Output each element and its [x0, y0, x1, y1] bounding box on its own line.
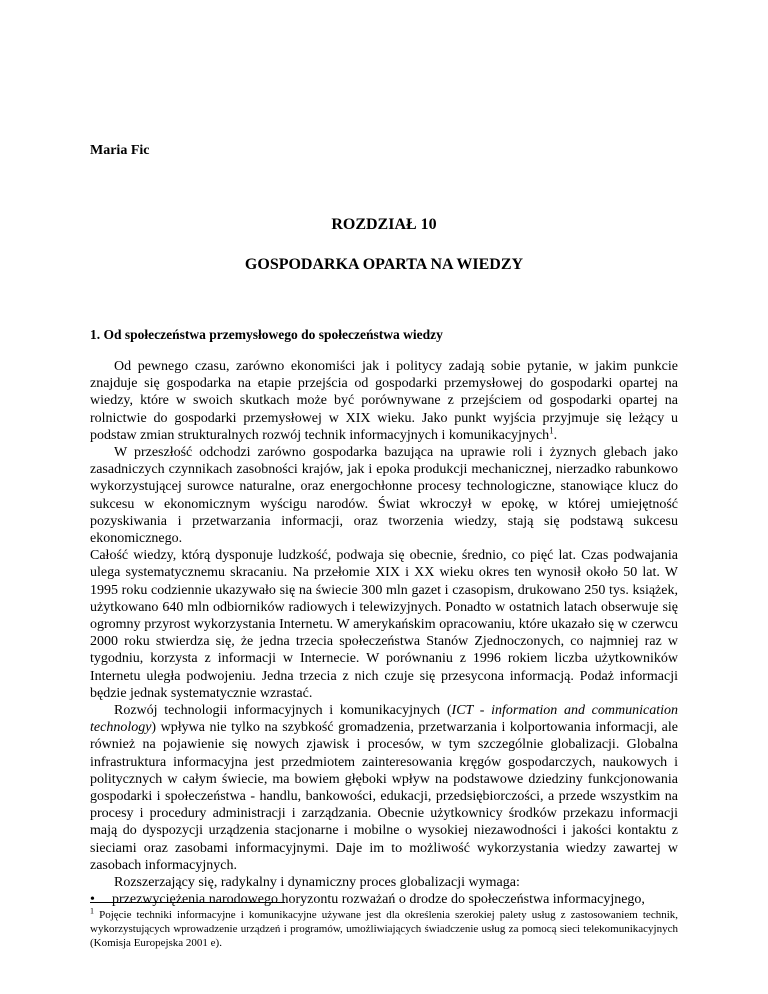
body-text [90, 358, 678, 909]
chapter-number: ROZDZIAŁ 10 [331, 216, 437, 233]
paragraph-text-end: . [553, 427, 558, 443]
list-item [90, 891, 678, 908]
paragraph-italic-text: ICT - information and communication technology [90, 703, 678, 736]
paragraph-text: Rozwój technologii informacyjnych i komunikacyjnych ( [114, 703, 452, 719]
paragraph [90, 702, 678, 874]
paragraph [90, 358, 678, 444]
paragraph: Całość wiedzy, którą dysponuje ludzkość, podwaja się obecnie, średnio, co pięć lat. Czas podwajania ulega systematycznemu skracaniu. Na przełomie XIX i XX wieku okres ten wynosił około 50 lat. W 1995 roku codziennie ukazywało się na świecie 300 mln gazet i czasopism, drukowano 250 tys. książek, użytkowano 640 mln odbiorników radiowych i telewizyjnych. Ponadto w ostatnich latach obserwuje się ogromny przyrost wykorzystania Internetu. W amerykańskim opracowaniu, które ukazało się w czerwcu 2000 roku stwierdza się, że jedna trzecia społeczeństwa Stanów Zjednoczonych, co najmniej raz w tygodniu, korzysta z informacji w Internecie. W porównaniu z 1996 rokiem liczba użytkowników Internetu uległa podwojeniu. Jedna trzecia z nich czuje się przesycona informacją. Podaż informacji będzie jednak systematycznie wzrastać. [90, 548, 678, 701]
footnote-number: 1 [90, 906, 94, 916]
author-name: Maria Fic [90, 143, 150, 158]
list-item-text: przezwyciężenia narodowego horyzontu rozważań o drodze do społeczeństwa informacyjnego, [112, 892, 645, 908]
footnote-divider [90, 902, 285, 903]
footnote-reference: 1 [549, 425, 554, 436]
bullet-icon: • [90, 892, 95, 908]
footnote-text: Pojęcie techniki informacyjne i komunikacyjne używane jest dla określenia szerokiej palety usług z zastosowaniem technik, wykorzystujących wprowadzenie urządzeń i programów, umożliwiających świadczenie usług za pomocą sieci telekomunikacyjnych (Komisja Europejska 2001 e). [90, 909, 679, 949]
paragraph: W przeszłość odchodzi zarówno gospodarka bazująca na uprawie roli i żyznych glebach jako zasadniczych czynnikach zasobności krajów, jak i epoka produkcji mechanicznej, nierzadko rabunkowo wykorzystującej surowce naturalne, oraz energochłonne procesy technologiczne, stanowiące klucz do sukcesu w ekonomicznym wyścigu narodów. Świat wkroczył w epokę, w której umiejętność pozyskiwania i przetwarzania informacji, oraz tworzenia wiedzy, stają się podstawą sukcesu ekonomicznego. [90, 445, 678, 547]
footnote [90, 908, 678, 950]
paragraph-text: Od pewnego czasu, zarówno ekonomiści jak i politycy zadają sobie pytanie, w jakim punkcie znajduje się gospodarka na etapie przejścia od gospodarki przemysłowej do gospodarki opartej na wiedzy, które w swoich skutkach może być porównywane z przejściem od gospodarki opartej na rolnictwie do gospodarki przemysłowej w XIX wieku. Jako punkt wyjścia przyjmuje się leżący u podstaw zmian strukturalnych rozwój technik informacyjnych i komunikacyjnych [90, 359, 678, 443]
paragraph: Rozszerzający się, radykalny i dynamiczny proces globalizacji wymaga: [114, 875, 520, 891]
chapter-title: GOSPODARKA OPARTA NA WIEDZY [244, 256, 524, 273]
section-heading: 1. Od społeczeństwa przemysłowego do społeczeństwa wiedzy [90, 327, 443, 342]
paragraph-text: ) wpływa nie tylko na szybkość gromadzenia, przetwarzania i kolportowania informacji, ale również na pojawienie się nowych zjawisk i procesów, w tym szczególnie globalizacji. Globalna infrastruktura informacyjna jest przedmiotem zainteresowania kręgów gospodarczych, naukowych i politycznych w całym świecie, ma bowiem głęboki wpływ na podstawowe dziedziny funkcjonowania gospodarki i społeczeństwa - handlu, bankowości, edukacji, przedsiębiorczości, a przede wszystkim na procesy i procedury administracji i zarządzania. Obecnie użytkownicy środków przekazu informacji mają do dyspozycji urządzenia stacjonarne i mobilne o wysokiej niezawodności i jakości kontaktu z sieciami oraz zasobami informacyjnymi. Daje im to możliwość wykorzystania wiedzy zawartej w zasobach informacyjnych. [90, 720, 678, 873]
